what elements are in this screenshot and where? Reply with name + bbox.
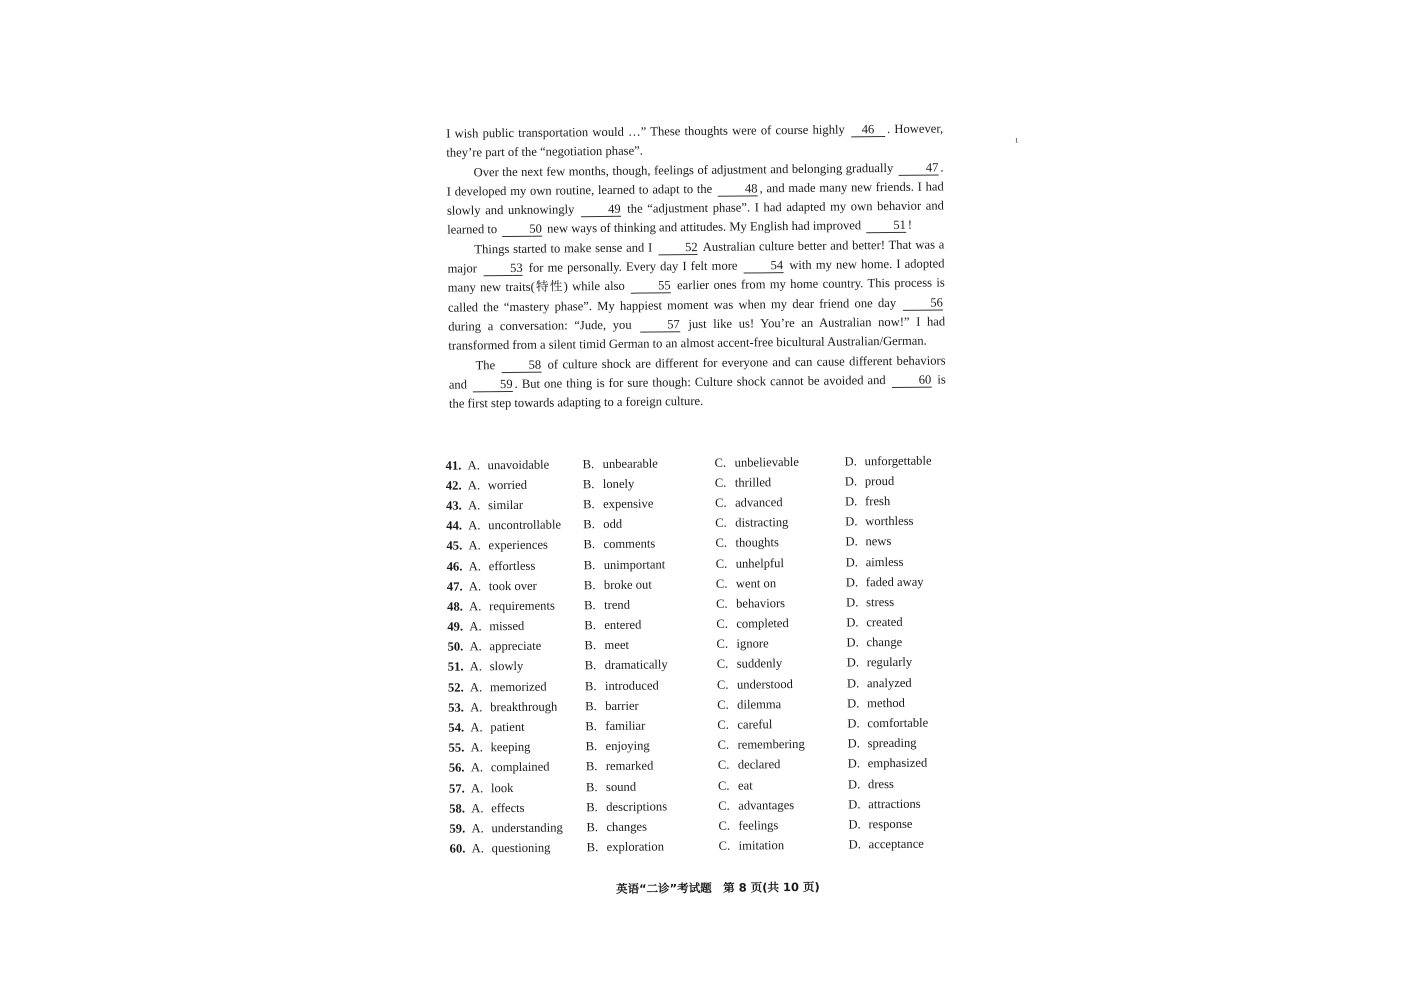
option-letter: B. xyxy=(586,820,599,835)
option-a xyxy=(468,538,583,554)
question-number: 54. xyxy=(448,720,465,735)
option-text: meet xyxy=(604,638,630,653)
option-text: fresh xyxy=(864,493,891,509)
blank-50: 50 xyxy=(502,223,542,237)
option-letter: B. xyxy=(584,658,597,673)
question-number: 51. xyxy=(447,659,464,675)
option-b xyxy=(584,556,716,572)
option-letter: C. xyxy=(718,818,731,833)
option-letter: A. xyxy=(471,821,484,836)
option-c xyxy=(715,535,845,551)
option-letter: C. xyxy=(717,778,730,793)
question-number: 49. xyxy=(447,619,464,634)
option-d xyxy=(845,513,955,529)
question-number: 57. xyxy=(448,781,465,796)
option-c xyxy=(715,494,845,510)
option-text: descriptions xyxy=(606,799,668,814)
option-text: enjoying xyxy=(605,738,650,754)
option-letter: D. xyxy=(848,797,861,812)
option-d xyxy=(847,695,957,711)
option-a xyxy=(469,598,584,614)
paragraph-3: The 58 of culture shock are different for everyone and can cause different behaviors and 59 . But one thing is for sure though: Culture shock cannot be avoided and 60 is the first step towards adapting to a foreign culture. xyxy=(448,352,946,411)
option-d xyxy=(845,453,955,469)
option-text: familiar xyxy=(605,718,646,734)
option-text: barrier xyxy=(605,698,639,713)
option-text: advantages xyxy=(738,797,795,813)
option-text: sound xyxy=(605,779,637,794)
option-letter: B. xyxy=(585,698,597,714)
option-d xyxy=(846,614,956,630)
option-text: behaviors xyxy=(736,596,786,611)
option-a xyxy=(469,618,584,634)
option-text: dress xyxy=(867,776,894,791)
option-letter: B. xyxy=(583,557,596,572)
option-text: feelings xyxy=(738,818,779,833)
option-d xyxy=(845,493,955,509)
option-text: remarked xyxy=(605,758,654,774)
option-a xyxy=(470,699,585,715)
option-b xyxy=(583,455,715,471)
option-text: news xyxy=(865,534,892,549)
option-b xyxy=(583,516,715,532)
option-letter: B. xyxy=(584,618,596,633)
question-row xyxy=(450,834,960,860)
option-a xyxy=(469,558,584,574)
option-letter: D. xyxy=(845,514,858,529)
option-letter: D. xyxy=(847,756,861,771)
question-number: 55. xyxy=(448,740,465,755)
option-text: worried xyxy=(487,477,528,493)
option-letter: A. xyxy=(469,599,482,614)
option-d xyxy=(846,554,956,570)
option-text: declared xyxy=(737,757,781,773)
option-d xyxy=(847,655,957,671)
option-a xyxy=(468,497,583,513)
option-letter: C. xyxy=(717,758,730,773)
option-text: went on xyxy=(735,575,777,591)
option-a xyxy=(471,739,586,755)
option-d xyxy=(846,574,956,590)
option-text: unbearable xyxy=(602,456,658,471)
margin-mark: ı xyxy=(1015,134,1019,146)
option-c xyxy=(716,555,846,571)
blank-46: 46 xyxy=(851,123,885,137)
option-text: unbelievable xyxy=(734,454,800,470)
blank-47: 47 xyxy=(899,161,939,175)
option-text: complained xyxy=(490,759,550,775)
question-number: 42. xyxy=(445,478,462,493)
option-text: aimless xyxy=(865,554,904,569)
option-a xyxy=(468,517,583,533)
question-number: 46. xyxy=(446,559,463,574)
option-letter: D. xyxy=(844,494,858,509)
option-letter: A. xyxy=(468,579,482,594)
cloze-passage xyxy=(446,119,946,414)
option-letter: D. xyxy=(847,776,861,792)
option-c xyxy=(715,454,845,470)
option-text: slowly xyxy=(489,659,524,674)
option-a xyxy=(471,800,586,816)
option-b xyxy=(586,738,718,754)
option-letter: A. xyxy=(469,659,483,674)
option-d xyxy=(846,635,956,651)
option-a xyxy=(468,477,583,493)
option-text: understood xyxy=(736,676,793,692)
option-letter: A. xyxy=(467,457,480,473)
option-text: unimportant xyxy=(603,556,666,572)
option-c xyxy=(715,474,845,490)
option-text: unhelpful xyxy=(735,555,785,571)
option-text: odd xyxy=(603,516,623,532)
option-c xyxy=(718,797,848,813)
option-letter: B. xyxy=(583,517,595,532)
option-text: distracting xyxy=(735,515,789,530)
option-letter: C. xyxy=(717,717,729,732)
option-letter: B. xyxy=(583,537,596,552)
option-letter: D. xyxy=(844,453,857,469)
option-letter: C. xyxy=(714,495,727,510)
option-letter: B. xyxy=(584,638,597,653)
option-letter: C. xyxy=(716,677,729,692)
answer-options xyxy=(446,450,960,859)
option-letter: D. xyxy=(844,474,858,489)
option-a xyxy=(468,457,583,473)
option-letter: A. xyxy=(467,498,481,513)
option-b xyxy=(584,637,716,653)
option-letter: B. xyxy=(582,476,595,492)
option-b xyxy=(585,698,717,714)
option-text: unavoidable xyxy=(487,457,550,472)
option-d xyxy=(847,736,957,752)
page-footer: 英语“二诊”考试题 第 8 页(共 10 页) xyxy=(615,879,820,896)
option-b xyxy=(586,819,718,835)
option-text: exploration xyxy=(606,839,665,855)
option-text: suddenly xyxy=(736,656,783,672)
option-d xyxy=(849,836,959,852)
option-text: comfortable xyxy=(867,715,929,731)
option-b xyxy=(585,657,717,673)
option-letter: B. xyxy=(582,456,595,471)
option-letter: B. xyxy=(585,759,598,774)
option-a xyxy=(471,820,586,836)
option-b xyxy=(583,536,715,552)
option-c xyxy=(717,737,847,753)
option-letter: C. xyxy=(715,556,728,571)
option-text: patient xyxy=(490,719,525,735)
option-letter: A. xyxy=(470,720,483,735)
option-letter: A. xyxy=(471,841,484,856)
option-letter: B. xyxy=(586,799,598,814)
option-b xyxy=(585,718,717,734)
option-text: lonely xyxy=(602,476,635,491)
option-text: advanced xyxy=(734,495,783,510)
option-a xyxy=(472,840,587,856)
question-number: 48. xyxy=(447,599,463,614)
option-c xyxy=(718,757,848,773)
option-text: entered xyxy=(604,617,642,633)
option-letter: C. xyxy=(717,737,730,753)
option-c xyxy=(716,575,846,591)
option-d xyxy=(848,816,958,832)
option-c xyxy=(717,656,847,672)
option-a xyxy=(471,760,586,776)
option-letter: C. xyxy=(714,455,727,470)
option-text: dilemma xyxy=(737,697,782,712)
option-text: proud xyxy=(864,473,895,489)
option-letter: D. xyxy=(846,675,860,691)
option-letter: D. xyxy=(846,635,859,650)
question-number: 52. xyxy=(447,680,464,695)
option-b xyxy=(584,617,716,633)
option-letter: D. xyxy=(845,554,858,570)
option-a xyxy=(471,780,586,796)
option-text: completed xyxy=(736,616,789,631)
option-text: unforgettable xyxy=(864,453,932,468)
option-text: changes xyxy=(606,819,648,834)
option-text: imitation xyxy=(738,838,785,853)
option-c xyxy=(716,595,846,611)
option-c xyxy=(716,616,846,632)
option-letter: C. xyxy=(716,657,729,672)
option-text: acceptance xyxy=(868,836,924,852)
option-a xyxy=(470,659,585,675)
option-text: response xyxy=(868,816,913,832)
option-letter: A. xyxy=(470,760,484,775)
option-d xyxy=(847,715,957,731)
option-letter: B. xyxy=(582,497,595,512)
option-text: ignore xyxy=(736,636,769,651)
option-letter: B. xyxy=(585,719,597,734)
option-letter: D. xyxy=(846,655,860,670)
option-letter: D. xyxy=(846,595,859,610)
question-number: 43. xyxy=(445,498,462,513)
option-c xyxy=(718,777,848,793)
option-letter: A. xyxy=(467,478,481,493)
question-number: 45. xyxy=(446,538,463,554)
blank-58: 58 xyxy=(501,358,541,372)
option-d xyxy=(848,756,958,772)
question-number: 41. xyxy=(445,458,462,473)
option-text: change xyxy=(866,635,903,650)
option-c xyxy=(717,696,847,712)
option-text: eat xyxy=(737,778,753,793)
option-letter: A. xyxy=(470,740,483,755)
option-letter: C. xyxy=(717,697,729,712)
paragraph-2: Things started to make sense and I 52 Australian culture better and better! That was a major 53 for me personally. Every day I felt more 54 with my new home. I adopted many new traits(特性) while also 55 earlier ones from my home country. This process is called the “mastery phase”. My happiest moment was when my dear friend one day 56 during a conversation: “Jude, you 57 just like us! You’re an Australian now!” I had transformed from a silent timid German to an almost accent-free bicultural Australian/German. xyxy=(447,237,946,353)
option-text: requirements xyxy=(489,598,555,614)
blank-53: 53 xyxy=(483,262,523,276)
option-b xyxy=(584,577,716,593)
option-d xyxy=(845,534,955,550)
option-letter: D. xyxy=(847,736,860,751)
option-c xyxy=(715,515,845,531)
option-text: broke out xyxy=(603,577,652,592)
option-text: keeping xyxy=(490,740,531,755)
blank-54: 54 xyxy=(744,259,784,273)
option-text: memorized xyxy=(489,679,547,694)
blank-56: 56 xyxy=(903,296,943,310)
option-c xyxy=(716,636,846,652)
option-letter: A. xyxy=(468,518,481,533)
option-b xyxy=(586,799,718,815)
question-number: 59. xyxy=(449,821,466,836)
option-text: worthless xyxy=(865,513,914,529)
option-text: experiences xyxy=(488,537,548,553)
option-d xyxy=(848,776,958,792)
option-text: comments xyxy=(603,536,656,552)
question-number: 53. xyxy=(448,700,464,715)
option-text: method xyxy=(867,695,905,711)
option-letter: D. xyxy=(845,575,859,590)
option-letter: C. xyxy=(714,475,727,490)
option-text: missed xyxy=(489,618,525,634)
option-text: similar xyxy=(487,497,524,513)
question-number: 44. xyxy=(446,518,463,533)
option-text: thoughts xyxy=(735,535,779,550)
blank-59: 59 xyxy=(473,378,513,392)
option-letter: C. xyxy=(715,515,727,530)
option-letter: A. xyxy=(469,619,482,634)
option-d xyxy=(847,675,957,691)
option-letter: C. xyxy=(715,536,728,551)
option-text: emphasized xyxy=(867,756,928,771)
option-text: effects xyxy=(491,800,525,815)
option-text: created xyxy=(866,614,903,630)
question-number: 50. xyxy=(447,639,464,654)
option-letter: A. xyxy=(469,639,482,654)
question-number: 47. xyxy=(446,579,463,594)
option-text: took over xyxy=(488,578,537,593)
option-text: understanding xyxy=(491,820,563,836)
blank-52: 52 xyxy=(658,241,698,255)
blank-57: 57 xyxy=(640,318,680,332)
option-text: questioning xyxy=(491,840,551,856)
option-a xyxy=(469,578,584,594)
option-text: dramatically xyxy=(604,657,668,673)
option-letter: B. xyxy=(585,739,598,754)
option-text: thrilled xyxy=(734,475,772,490)
option-text: breakthrough xyxy=(490,699,558,715)
option-letter: D. xyxy=(847,716,860,731)
option-letter: B. xyxy=(585,779,598,794)
option-a xyxy=(469,638,584,654)
option-d xyxy=(848,796,958,812)
option-letter: A. xyxy=(471,801,484,816)
option-d xyxy=(845,473,955,489)
option-text: analyzed xyxy=(866,675,912,690)
option-text: remembering xyxy=(737,737,805,752)
option-a xyxy=(470,719,585,735)
option-text: stress xyxy=(866,594,895,610)
option-text: faded away xyxy=(865,574,924,589)
option-b xyxy=(586,778,718,794)
option-text: introduced xyxy=(604,678,659,693)
option-letter: C. xyxy=(718,838,731,853)
option-letter: C. xyxy=(716,596,728,611)
option-letter: D. xyxy=(848,837,861,852)
option-letter: A. xyxy=(468,538,481,553)
option-text: attractions xyxy=(868,796,921,812)
option-letter: D. xyxy=(846,615,859,630)
option-letter: D. xyxy=(845,534,858,549)
option-letter: C. xyxy=(718,798,730,813)
blank-51: 51 xyxy=(866,219,906,233)
blank-55: 55 xyxy=(631,280,671,294)
option-c xyxy=(717,676,847,692)
option-text: careful xyxy=(737,717,773,732)
option-a xyxy=(470,679,585,695)
option-text: uncontrollable xyxy=(488,517,562,533)
option-text: spreading xyxy=(867,735,917,751)
blank-48: 48 xyxy=(718,182,758,196)
option-text: appreciate xyxy=(489,638,542,654)
option-b xyxy=(587,839,719,855)
option-b xyxy=(585,677,717,693)
blank-49: 49 xyxy=(581,203,621,217)
question-number: 56. xyxy=(448,760,465,776)
blank-60: 60 xyxy=(892,373,932,387)
option-c xyxy=(718,817,848,833)
option-letter: C. xyxy=(715,576,728,591)
question-number: 60. xyxy=(449,841,466,856)
option-letter: C. xyxy=(716,616,728,631)
option-letter: A. xyxy=(469,679,483,695)
option-letter: B. xyxy=(584,598,596,613)
option-text: expensive xyxy=(602,496,654,511)
option-d xyxy=(846,594,956,610)
option-letter: D. xyxy=(848,817,861,832)
option-text: regularly xyxy=(866,655,913,670)
option-letter: B. xyxy=(586,840,599,855)
option-b xyxy=(583,476,715,492)
option-letter: B. xyxy=(584,678,597,693)
option-b xyxy=(583,496,715,512)
question-number: 58. xyxy=(449,801,466,816)
paragraph-0: I wish public transportation would …” These thoughts were of course highly 46 . However, they’re part of the “negotiation phase”. xyxy=(446,121,944,160)
option-letter: A. xyxy=(468,558,482,573)
option-c xyxy=(719,838,849,854)
option-letter: D. xyxy=(847,696,860,711)
option-text: trend xyxy=(604,597,631,612)
option-letter: B. xyxy=(583,577,596,592)
option-letter: C. xyxy=(716,636,729,652)
option-text: look xyxy=(490,780,514,795)
option-letter: A. xyxy=(470,700,483,715)
option-text: effortless xyxy=(488,558,536,573)
paragraph-1: Over the next few months, though, feelings of adjustment and belonging gradually 47 . I developed my own routine, learned to adapt to the 48 , and made many new friends. I had slowly and unknowingly 49 the “adjustment phase”. I had adapted my own behavior and learned to 50 new ways of thinking and attitudes. My English had improved 51 ! xyxy=(446,160,944,238)
option-b xyxy=(586,758,718,774)
option-c xyxy=(717,717,847,733)
option-b xyxy=(584,597,716,613)
option-letter: A. xyxy=(470,780,484,796)
